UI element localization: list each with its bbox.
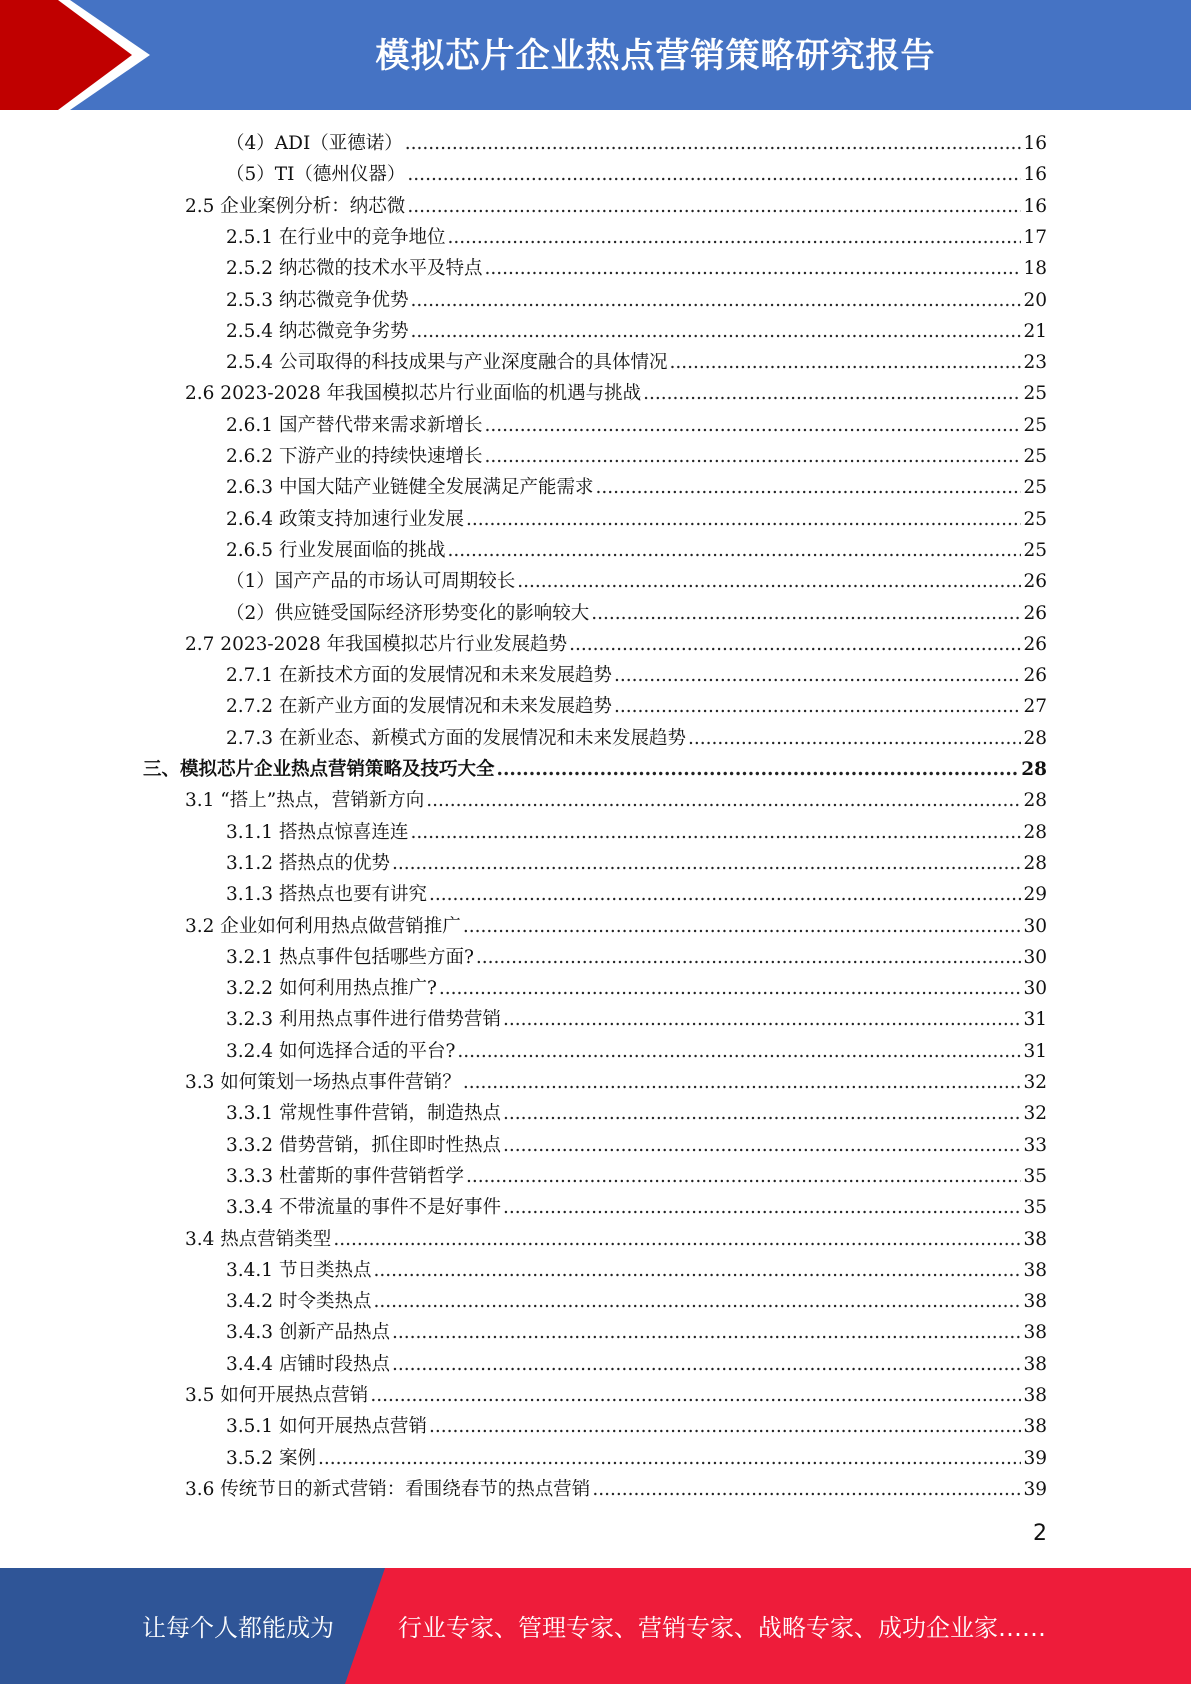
toc-entry-title: 2.6.1 国产替代带来需求新增长 xyxy=(226,414,483,436)
toc-entry-title: 3.1 “搭上”热点，营销新方向 xyxy=(185,790,425,812)
toc-entry-page: 16 xyxy=(1023,195,1047,217)
toc-entry-page: 25 xyxy=(1023,414,1047,436)
toc-entry[interactable] xyxy=(226,347,1047,378)
toc-entry-title: 3.5.1 如何开展热点营销 xyxy=(226,1416,427,1438)
toc-leader-dots xyxy=(407,159,1021,190)
toc-entry-page: 27 xyxy=(1023,696,1047,718)
toc-entry-page: 25 xyxy=(1023,508,1047,530)
toc-leader-dots xyxy=(429,879,1021,910)
toc-entry-page: 25 xyxy=(1023,383,1047,405)
toc-entry-page: 25 xyxy=(1023,539,1047,561)
toc-leader-dots xyxy=(373,1255,1021,1286)
toc-entry-title: 2.5 企业案例分析：纳芯微 xyxy=(185,195,406,217)
toc-leader-dots xyxy=(503,1192,1021,1223)
toc-entry[interactable] xyxy=(226,1411,1047,1442)
toc-leader-dots xyxy=(463,911,1022,942)
toc-entry-page: 28 xyxy=(1023,790,1047,812)
toc-entry-page: 35 xyxy=(1023,1165,1047,1187)
toc-entry-title: 3.3.3 杜蕾斯的事件营销哲学 xyxy=(226,1165,464,1187)
toc-entry-page: 30 xyxy=(1023,946,1047,968)
toc-entry-title: 2.5.3 纳芯微竞争优势 xyxy=(226,289,409,311)
toc-leader-dots xyxy=(484,441,1021,472)
toc-entry[interactable] xyxy=(226,253,1047,284)
toc-entry-page: 38 xyxy=(1023,1416,1047,1438)
toc-leader-dots xyxy=(503,1098,1021,1129)
toc-entry-page: 30 xyxy=(1023,978,1047,1000)
toc-entry[interactable] xyxy=(226,1004,1047,1035)
toc-entry-title: 3.5 如何开展热点营销 xyxy=(185,1385,369,1406)
toc-leader-dots xyxy=(503,1130,1021,1161)
toc-entry-page: 31 xyxy=(1023,1009,1047,1031)
toc-entry-page: 26 xyxy=(1023,571,1047,593)
toc-entry-page: 39 xyxy=(1023,1478,1047,1500)
toc-entry[interactable] xyxy=(226,1255,1047,1286)
toc-entry[interactable] xyxy=(226,1192,1047,1223)
toc-leader-dots xyxy=(333,1224,1021,1255)
toc-entry-title: 3.3 如何策划一场热点事件营销？ xyxy=(185,1072,461,1093)
toc-leader-dots xyxy=(688,723,1021,754)
toc-entry[interactable] xyxy=(185,191,1047,222)
toc-entry[interactable] xyxy=(226,848,1047,879)
toc-entry-title: 2.7.2 在新产业方面的发展情况和未来发展趋势 xyxy=(226,696,612,718)
toc-leader-dots xyxy=(517,566,1021,597)
toc-entry-title: 3.4.1 节日类热点 xyxy=(226,1259,372,1281)
toc-entry-page: 28 xyxy=(1023,727,1047,749)
toc-entry-page: 17 xyxy=(1023,226,1047,248)
toc-entry[interactable] xyxy=(226,973,1047,1004)
toc-entry[interactable] xyxy=(226,879,1047,910)
toc-entry-title: （4）ADI（亚德诺） xyxy=(226,133,403,154)
toc-entry-page: 28 xyxy=(1023,821,1047,843)
page-footer xyxy=(0,1568,1191,1684)
toc-entry-page: 35 xyxy=(1023,1197,1047,1219)
toc-entry-title: 2.5.4 公司取得的科技成果与产业深度融合的具体情况 xyxy=(226,352,668,374)
toc-entry-page: 31 xyxy=(1023,1040,1047,1062)
toc-entry[interactable] xyxy=(226,1161,1047,1192)
toc-entry-title: 2.7.1 在新技术方面的发展情况和未来发展趋势 xyxy=(226,665,612,687)
toc-entry[interactable] xyxy=(143,754,1047,785)
toc-leader-dots xyxy=(447,535,1021,566)
toc-entry[interactable] xyxy=(226,566,1047,597)
toc-entry[interactable] xyxy=(226,316,1047,347)
toc-entry-title: 2.5.4 纳芯微竞争劣势 xyxy=(226,320,409,342)
toc-leader-dots xyxy=(407,191,1021,222)
report-title: 模拟芯片企业热点营销策略研究报告 xyxy=(375,36,936,76)
toc-entry-title: 3.5.2 案例 xyxy=(226,1447,316,1469)
toc-entry[interactable] xyxy=(185,1380,1047,1411)
toc-leader-dots xyxy=(447,222,1021,253)
toc-entry-page: 38 xyxy=(1023,1291,1047,1313)
toc-entry[interactable] xyxy=(226,1443,1047,1474)
toc-entry-title: 3.2.1 热点事件包括哪些方面? xyxy=(226,946,474,968)
toc-entry-title: 3.2.4 如何选择合适的平台? xyxy=(226,1040,456,1062)
toc-entry-title: 3.1.3 搭热点也要有讲究 xyxy=(226,884,427,906)
toc-entry[interactable] xyxy=(226,598,1047,629)
toc-entry[interactable] xyxy=(226,222,1047,253)
toc-entry-title: 3.3.2 借势营销，抓住即时性热点 xyxy=(226,1134,501,1156)
toc-entry-page: 18 xyxy=(1023,258,1047,280)
toc-entry[interactable] xyxy=(185,1474,1047,1505)
page-number: 2 xyxy=(1033,1521,1047,1546)
toc-entry-page: 33 xyxy=(1023,1134,1047,1156)
toc-entry[interactable] xyxy=(226,472,1047,503)
toc-entry[interactable] xyxy=(185,1067,1047,1098)
toc-leader-dots xyxy=(497,754,1020,785)
footer-slogan-right: 行业专家、管理专家、营销专家、战略专家、成功企业家…… xyxy=(398,1614,1046,1642)
toc-leader-dots xyxy=(569,629,1021,660)
toc-entry[interactable] xyxy=(226,691,1047,722)
toc-entry-page: 32 xyxy=(1023,1072,1047,1093)
toc-leader-dots xyxy=(614,691,1021,722)
toc-entry[interactable] xyxy=(185,378,1047,409)
toc-entry[interactable] xyxy=(226,1036,1047,1067)
toc-entry-page: 25 xyxy=(1023,446,1047,467)
toc-entry-title: 3.4.4 店铺时段热点 xyxy=(226,1353,390,1375)
toc-leader-dots xyxy=(318,1443,1022,1474)
page-header xyxy=(0,0,1191,110)
toc-leader-dots xyxy=(457,1036,1021,1067)
toc-leader-dots xyxy=(503,1004,1021,1035)
toc-entry-page: 32 xyxy=(1023,1103,1047,1125)
toc-entry-page: 26 xyxy=(1023,602,1047,624)
toc-entry-page: 38 xyxy=(1023,1385,1047,1406)
toc-entry[interactable] xyxy=(226,723,1047,754)
toc-entry[interactable] xyxy=(226,128,1047,159)
toc-entry-page: 38 xyxy=(1023,1228,1047,1250)
toc-leader-dots xyxy=(591,598,1021,629)
toc-entry[interactable] xyxy=(185,785,1047,816)
toc-leader-dots xyxy=(439,973,1022,1004)
toc-leader-dots xyxy=(392,848,1021,879)
toc-entry[interactable] xyxy=(226,535,1047,566)
toc-leader-dots xyxy=(614,660,1021,691)
toc-entry-page: 26 xyxy=(1023,633,1047,655)
toc-entry-title: 3.3.4 不带流量的事件不是好事件 xyxy=(226,1197,501,1219)
toc-entry[interactable] xyxy=(226,504,1047,535)
toc-entry-page: 39 xyxy=(1023,1447,1047,1469)
toc-entry-page: 21 xyxy=(1023,320,1047,342)
toc-entry[interactable] xyxy=(226,942,1047,973)
toc-entry-title: 3.4.2 时令类热点 xyxy=(226,1291,372,1313)
toc-entry-title: 三、模拟芯片企业热点营销策略及技巧大全 xyxy=(143,759,495,780)
toc-entry-title: 3.6 传统节日的新式营销：看围绕春节的热点营销 xyxy=(185,1478,591,1500)
toc-entry-page: 26 xyxy=(1023,665,1047,687)
toc-entry-title: 2.7.3 在新业态、新模式方面的发展情况和未来发展趋势 xyxy=(226,727,686,749)
toc-entry-title: 2.6 2023-2028 年我国模拟芯片行业面临的机遇与挑战 xyxy=(185,383,642,405)
toc-entry-title: 2.7 2023-2028 年我国模拟芯片行业发展趋势 xyxy=(185,633,568,655)
toc-leader-dots xyxy=(643,378,1021,409)
toc-entry-page: 30 xyxy=(1023,915,1047,937)
toc-entry-title: （2）供应链受国际经济形势变化的影响较大 xyxy=(226,602,590,624)
toc-leader-dots xyxy=(392,1317,1021,1348)
toc-entry-title: 2.6.3 中国大陆产业链健全发展满足产能需求 xyxy=(226,477,594,499)
toc-entry-page: 28 xyxy=(1023,852,1047,874)
toc-entry-page: 20 xyxy=(1023,289,1047,311)
toc-entry[interactable] xyxy=(226,1317,1047,1348)
toc-entry-page: 38 xyxy=(1023,1259,1047,1281)
toc-leader-dots xyxy=(410,285,1021,316)
toc-leader-dots xyxy=(484,410,1021,441)
toc-entry-page: 16 xyxy=(1023,133,1047,154)
toc-leader-dots xyxy=(410,817,1021,848)
toc-entry[interactable] xyxy=(185,629,1047,660)
toc-leader-dots xyxy=(592,1474,1021,1505)
toc-entry-page: 25 xyxy=(1023,477,1047,499)
toc-entry[interactable] xyxy=(185,1224,1047,1255)
toc-entry-title: 2.6.5 行业发展面临的挑战 xyxy=(226,539,446,561)
toc-entry-title: 2.6.2 下游产业的持续快速增长 xyxy=(226,446,483,467)
toc-entry-title: 3.4.3 创新产品热点 xyxy=(226,1322,390,1344)
toc-entry[interactable] xyxy=(226,1286,1047,1317)
toc-leader-dots xyxy=(429,1411,1021,1442)
toc-entry[interactable] xyxy=(226,1349,1047,1380)
toc-leader-dots xyxy=(410,316,1021,347)
toc-entry[interactable] xyxy=(226,441,1047,472)
toc-leader-dots xyxy=(476,942,1022,973)
toc-leader-dots xyxy=(426,785,1021,816)
toc-leader-dots xyxy=(463,1067,1022,1098)
toc-entry-title: 3.4 热点营销类型 xyxy=(185,1228,332,1250)
toc-entry-page: 38 xyxy=(1023,1322,1047,1344)
toc-entry-title: 3.3.1 常规性事件营销，制造热点 xyxy=(226,1103,501,1125)
toc-entry-page: 28 xyxy=(1021,759,1047,780)
toc-entry-title: 3.1.1 搭热点惊喜连连 xyxy=(226,821,409,843)
toc-entry[interactable] xyxy=(226,817,1047,848)
toc-leader-dots xyxy=(392,1349,1021,1380)
toc-entry[interactable] xyxy=(226,285,1047,316)
toc-entry[interactable] xyxy=(226,660,1047,691)
toc-leader-dots xyxy=(405,128,1022,159)
toc-entry[interactable] xyxy=(226,1130,1047,1161)
toc-leader-dots xyxy=(373,1286,1021,1317)
toc-entry[interactable] xyxy=(185,911,1047,942)
toc-leader-dots xyxy=(466,1161,1021,1192)
toc-entry-title: （5）TI（德州仪器） xyxy=(226,164,406,186)
toc-entry[interactable] xyxy=(226,159,1047,190)
toc-leader-dots xyxy=(466,504,1021,535)
toc-entry-page: 38 xyxy=(1023,1353,1047,1375)
toc-leader-dots xyxy=(595,472,1021,503)
toc-entry[interactable] xyxy=(226,1098,1047,1129)
toc-leader-dots xyxy=(484,253,1021,284)
toc-entry-title: （1）国产产品的市场认可周期较长 xyxy=(226,571,516,593)
toc-leader-dots xyxy=(370,1380,1021,1411)
toc-entry[interactable] xyxy=(226,410,1047,441)
footer-slogan-left: 让每个人都能成为 xyxy=(142,1614,334,1642)
toc-entry-title: 3.2.2 如何利用热点推广? xyxy=(226,978,437,1000)
toc-leader-dots xyxy=(669,347,1021,378)
toc-entry-page: 29 xyxy=(1023,884,1047,906)
toc-entry-page: 16 xyxy=(1023,164,1047,186)
toc-entry-page: 23 xyxy=(1023,352,1047,374)
toc-entry-title: 2.5.1 在行业中的竞争地位 xyxy=(226,226,446,248)
toc-entry-title: 3.1.2 搭热点的优势 xyxy=(226,852,390,874)
toc-entry-title: 3.2.3 利用热点事件进行借势营销 xyxy=(226,1009,501,1031)
toc-entry-title: 2.5.2 纳芯微的技术水平及特点 xyxy=(226,258,483,280)
toc-entry-title: 2.6.4 政策支持加速行业发展 xyxy=(226,508,464,530)
toc-entry-title: 3.2 企业如何利用热点做营销推广 xyxy=(185,915,461,937)
